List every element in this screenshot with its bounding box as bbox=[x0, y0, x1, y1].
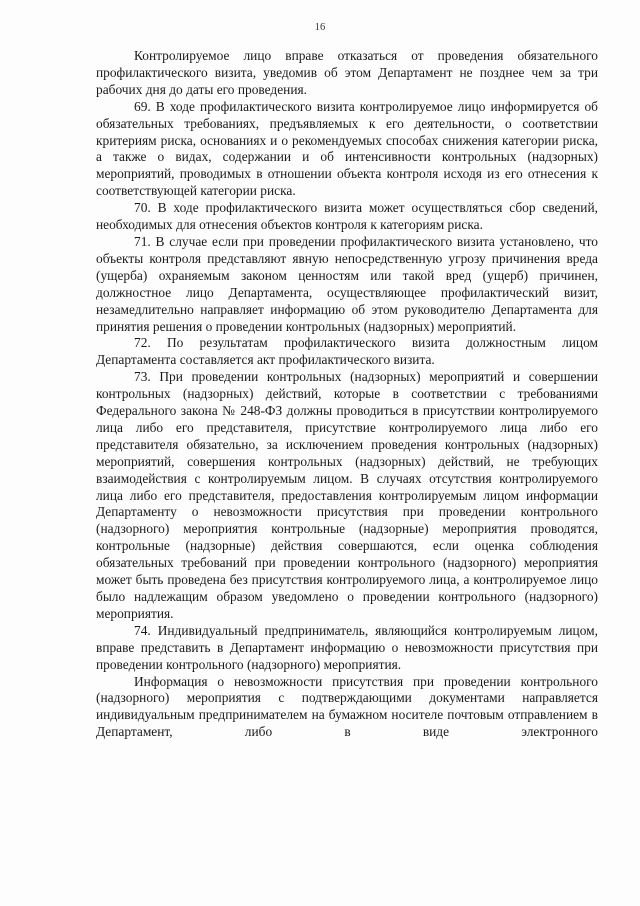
paragraph-72: 72. По результатам профилактического визита должностным лицом Департамента составляется акт профилактического визита. bbox=[96, 335, 598, 368]
paragraph-74: 74. Индивидуальный предприниматель, являющийся контролируемым лицом, вправе представить в Департамент информацию о невозможности присутствия при проведении контрольного (надзорного) мероприятия. bbox=[96, 622, 598, 672]
paragraph-refusal-notice: Контролируемое лицо вправе отказаться от проведения обязательного профилактического визита, уведомив об этом Департамент не позднее чем за три рабочих дня до даты его проведения. bbox=[96, 48, 598, 97]
paragraph-information-delivery: Информация о невозможности присутствия при проведении контрольного (надзорного) мероприятия с подтверждающими документами направляется индивидуальным предпринимателем на бумажном носителе почтовым отправлением в Департамент, либо в виде электронного bbox=[96, 673, 598, 740]
paragraph-69: 69. В ходе профилактического визита контролируемое лицо информируется об обязательных требованиях, предъявляемых к его деятельности, о соответствии критериям риска, основаниях и о рекомендуемых способах снижения категории риска, а также о видах, содержании и об интенсивности контрольных (надзорных) мероприятий, проводимых в отношении объекта контроля исходя из его отнесения к соответствующей категории риска. bbox=[96, 98, 598, 199]
paragraph-73: 73. При проведении контрольных (надзорных) мероприятий и совершении контрольных (надзорных) действий, которые в соответствии с требованиями Федерального закона № 248-ФЗ должны проводиться в присутствии контролируемого лица либо его представителя, присутствие контролируемого лица либо его представителя обязательно, за исключением проведения контрольных (надзорных) мероприятий, совершения контрольных (надзорных) действий, не требующих взаимодействия с контролируемым лицом. В случаях отсутствия контролируемого лица либо его представителя, предоставления контролируемым лицом информации Департаменту о невозможности присутствия при проведении контрольного (надзорного) мероприятия контрольные (надзорные) мероприятия проводятся, контрольные (надзорные) действия совершаются, если оценка соблюдения обязательных требований при проведении контрольного (надзорного) мероприятия может быть проведена без присутствия контролируемого лица, а контролируемое лицо было надлежащим образом уведомлено о проведении контрольного (надзорного) мероприятия. bbox=[96, 369, 598, 621]
document-body bbox=[96, 48, 598, 741]
page-number: 16 bbox=[314, 22, 326, 33]
paragraph-71: 71. В случае если при проведении профилактического визита установлено, что объекты контроля представляют явную непосредственную угрозу причинения вреда (ущерба) охраняемым законом ценностям или такой вред (ущерб) причинен, должностное лицо Департамента, осуществляющее профилактический визит, незамедлительно направляет информацию об этом руководителю Департамента для принятия решения о проведении контрольных (надзорных) мероприятий. bbox=[96, 233, 598, 334]
paragraph-70: 70. В ходе профилактического визита может осуществляться сбор сведений, необходимых для отнесения объектов контроля к категориям риска. bbox=[96, 200, 598, 233]
